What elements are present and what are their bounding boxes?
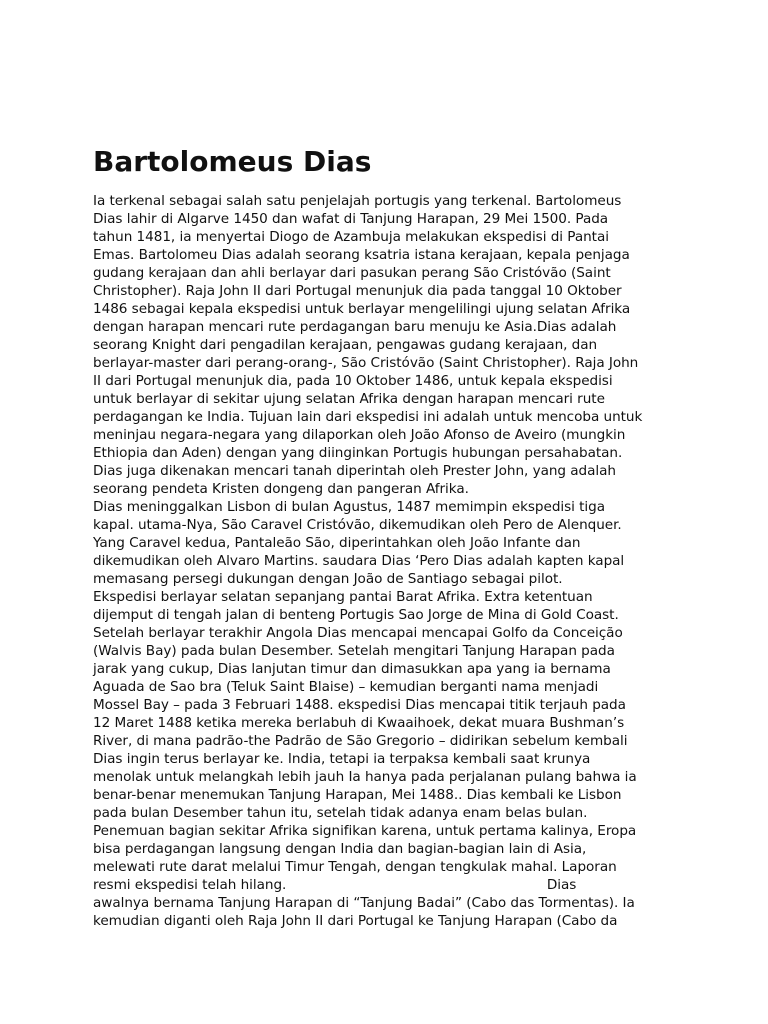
document-page [93,144,678,930]
body-text-line: Dias ingin terus berlayar ke. India, tetapi ia terpaksa kembali saat krunya [93,751,591,767]
body-text-line: River, di mana padrão-the Padrão de São Gregorio – didirikan sebelum kembali [93,733,628,749]
body-text-line: Dias juga dikenakan mencari tanah diperintah oleh Prester John, yang adalah [93,463,616,479]
body-text-line: meninjau negara-negara yang dilaporkan oleh João Afonso de Aveiro (mungkin [93,427,626,443]
body-text-line: Ia terkenal sebagai salah satu penjelajah portugis yang terkenal. Bartolomeus [93,193,622,209]
body-text-line: Christopher). Raja John II dari Portugal menunjuk dia pada tanggal 10 Oktober [93,283,622,299]
body-text-line: seorang Knight dari pengadilan kerajaan, pengawas gudang kerajaan, dan [93,337,598,353]
document-title: Bartolomeus Dias [93,145,372,178]
document-body [93,192,678,930]
body-text-line: berlayar-master dari perang-orang-, São Cristóvão (Saint Christopher). Raja John [93,355,639,371]
body-text-line: kemudian diganti oleh Raja John II dari Portugal ke Tanjung Harapan (Cabo da [93,913,618,929]
body-text-line: (Walvis Bay) pada bulan Desember. Setelah mengitari Tanjung Harapan pada [93,643,615,659]
body-text-line: Penemuan bagian sekitar Afrika signifikan karena, untuk pertama kalinya, Eropa [93,823,637,839]
body-text-line: II dari Portugal menunjuk dia, pada 10 Oktober 1486, untuk kepala ekspedisi [93,373,613,389]
body-text-line: 1486 sebagai kepala ekspedisi untuk berlayar mengelilingi ujung selatan Afrika [93,301,631,317]
body-text-line: awalnya bernama Tanjung Harapan di “Tanjung Badai” (Cabo das Tormentas). Ia [93,895,635,911]
body-text-line: Ekspedisi berlayar selatan sepanjang pantai Barat Afrika. Extra ketentuan [93,589,593,605]
body-text-line: Dias meninggalkan Lisbon di bulan Agustus, 1487 memimpin ekspedisi tiga [93,499,606,515]
body-text-line: resmi ekspedisi telah hilang. Dias [93,877,577,893]
body-text-line: dengan harapan mencari rute perdagangan baru menuju ke Asia.Dias adalah [93,319,617,335]
body-text-line: kapal. utama-Nya, São Caravel Cristóvão, dikemudikan oleh Pero de Alenquer. [93,517,622,533]
body-text-line: untuk berlayar di sekitar ujung selatan Afrika dengan harapan mencari rute [93,391,605,407]
body-text-line: seorang pendeta Kristen dongeng dan pangeran Afrika. [93,481,469,497]
body-text-line: 12 Maret 1488 ketika mereka berlabuh di Kwaaihoek, dekat muara Bushman’s [93,715,625,731]
body-text-line: Setelah berlayar terakhir Angola Dias mencapai mencapai Golfo da Conceição [93,625,623,641]
body-text-line: memasang persegi dukungan dengan João de Santiago sebagai pilot. [93,571,563,587]
body-text-line: Emas. Bartolomeu Dias adalah seorang ksatria istana kerajaan, kepala penjaga [93,247,630,263]
body-text-line: menolak untuk melangkah lebih jauh Ia hanya pada perjalanan pulang bahwa ia [93,769,637,785]
body-text-line: perdagangan ke India. Tujuan lain dari ekspedisi ini adalah untuk mencoba untuk [93,409,643,425]
body-text-line: pada bulan Desember tahun itu, setelah tidak adanya enam belas bulan. [93,805,588,821]
body-text-line: Mossel Bay – pada 3 Februari 1488. ekspedisi Dias mencapai titik terjauh pada [93,697,626,713]
body-text-line: jarak yang cukup, Dias lanjutan timur dan dimasukkan apa yang ia bernama [93,661,611,677]
body-text-line: gudang kerajaan dan ahli berlayar dari pasukan perang São Cristóvão (Saint [93,265,611,281]
body-text-line: bisa perdagangan langsung dengan India dan bagian-bagian lain di Asia, [93,841,587,857]
body-text-line: Yang Caravel kedua, Pantaleão São, diperintahkan oleh João Infante dan [93,535,581,551]
body-text-line: tahun 1481, ia menyertai Diogo de Azambuja melakukan ekspedisi di Pantai [93,229,609,245]
body-text-line: benar-benar menemukan Tanjung Harapan, Mei 1488.. Dias kembali ke Lisbon [93,787,622,803]
body-text-line: dikemudikan oleh Alvaro Martins. saudara Dias ‘Pero Dias adalah kapten kapal [93,553,625,569]
body-text-line: Ethiopia dan Aden) dengan yang diinginkan Portugis hubungan persahabatan. [93,445,623,461]
body-text-line: Dias lahir di Algarve 1450 dan wafat di Tanjung Harapan, 29 Mei 1500. Pada [93,211,609,227]
body-text-line: Aguada de Sao bra (Teluk Saint Blaise) – kemudian berganti nama menjadi [93,679,599,695]
body-text-line: dijemput di tengah jalan di benteng Portugis Sao Jorge de Mina di Gold Coast. [93,607,619,623]
body-text-line: melewati rute darat melalui Timur Tengah, dengan tengkulak mahal. Laporan [93,859,617,875]
